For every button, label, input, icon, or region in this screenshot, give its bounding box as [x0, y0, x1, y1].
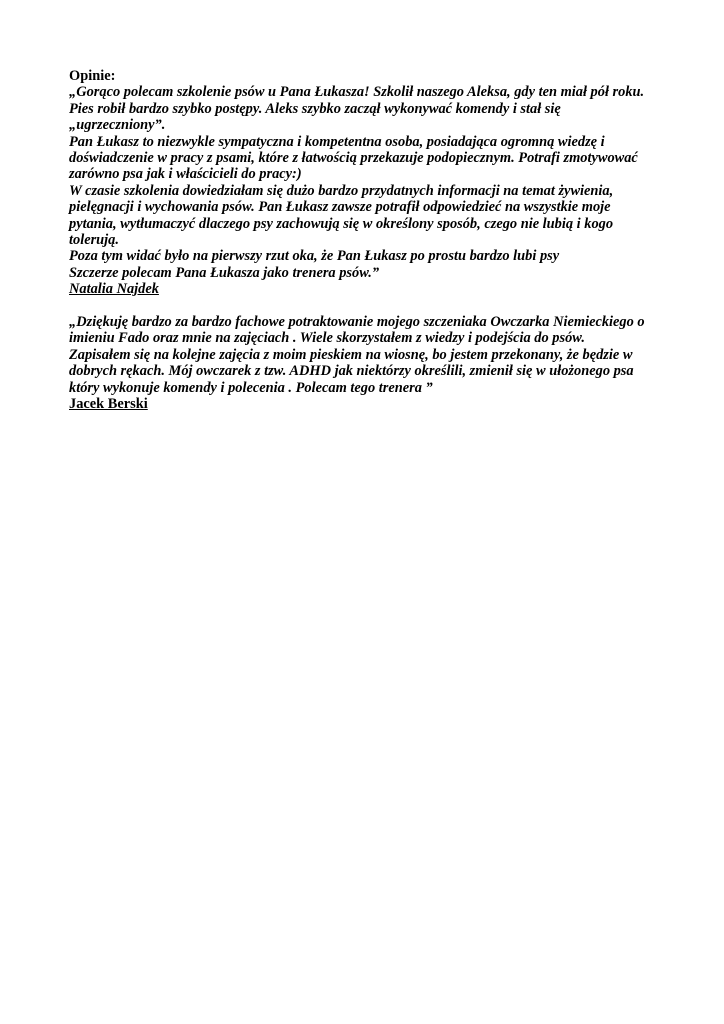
opinion-1-line: pytania, wytłumaczyć dlaczego psy zachowują się w określony sposób, czego nie lubią i kogo	[69, 215, 614, 232]
opinion-2-line: Zapisałem się na kolejne zajęcia z moim pieskiem na wiosnę, bo jestem przekonany, że będzie w	[69, 346, 633, 363]
opinion-1-line: Pies robił bardzo szybko postępy. Aleks szybko zaczął wykonywać komendy i stał się	[69, 100, 561, 117]
opinion-2	[69, 314, 669, 412]
opinion-1-line: pielęgnacji i wychowania psów. Pan Łukasz zawsze potrafił odpowiedzieć na wszystkie moje	[69, 199, 611, 216]
opinion-1	[69, 84, 669, 297]
paragraph-gap	[69, 298, 669, 314]
opinion-1-line: „Gorąco polecam szkolenie psów u Pana Łukasza! Szkolił naszego Aleksa, gdy ten miał pół roku.	[69, 84, 645, 101]
section-heading: Opinie:	[69, 68, 116, 84]
opinion-1-line: „ugrzeczniony”.	[69, 117, 166, 134]
opinion-2-line: imieniu Fado oraz mnie na zajęciach . Wiele skorzystałem z wiedzy i podejścia do psów.	[69, 330, 585, 347]
opinion-1-line: Pan Łukasz to niezwykle sympatyczna i kompetentna osoba, posiadająca ogromną wiedzę i	[69, 133, 605, 150]
opinion-1-line: zarówno psa jak i właścicieli do pracy:)	[69, 166, 302, 183]
opinion-2-line: „Dziękuję bardzo za bardzo fachowe potraktowanie mojego szczeniaka Owczarka Niemieckiego o	[69, 314, 645, 331]
opinion-1-line: Szczerze polecam Pana Łukasza jako trenera psów.”	[69, 264, 380, 281]
opinion-1-line: tolerują.	[69, 232, 119, 249]
document-page	[69, 68, 669, 413]
opinion-2-line: dobrych rękach. Mój owczarek z tzw. ADHD jak niektórzy określili, zmienił się w ułożonego psa	[69, 363, 634, 380]
opinion-1-line: W czasie szkolenia dowiedziałam się dużo bardzo przydatnych informacji na temat żywienia,	[69, 182, 614, 199]
opinion-2-line: który wykonuje komendy i polecenia . Polecam tego trenera ”	[69, 379, 433, 396]
opinion-1-line: doświadczenie w pracy z psami, które z łatwością przekazuje podopiecznym. Potrafi zmotywować	[69, 150, 638, 167]
opinion-1-author: Natalia Najdek	[69, 281, 159, 298]
opinion-1-line: Poza tym widać było na pierwszy rzut oka, że Pan Łukasz po prostu bardzo lubi psy	[69, 248, 560, 265]
opinion-2-author: Jacek Berski	[69, 396, 148, 413]
